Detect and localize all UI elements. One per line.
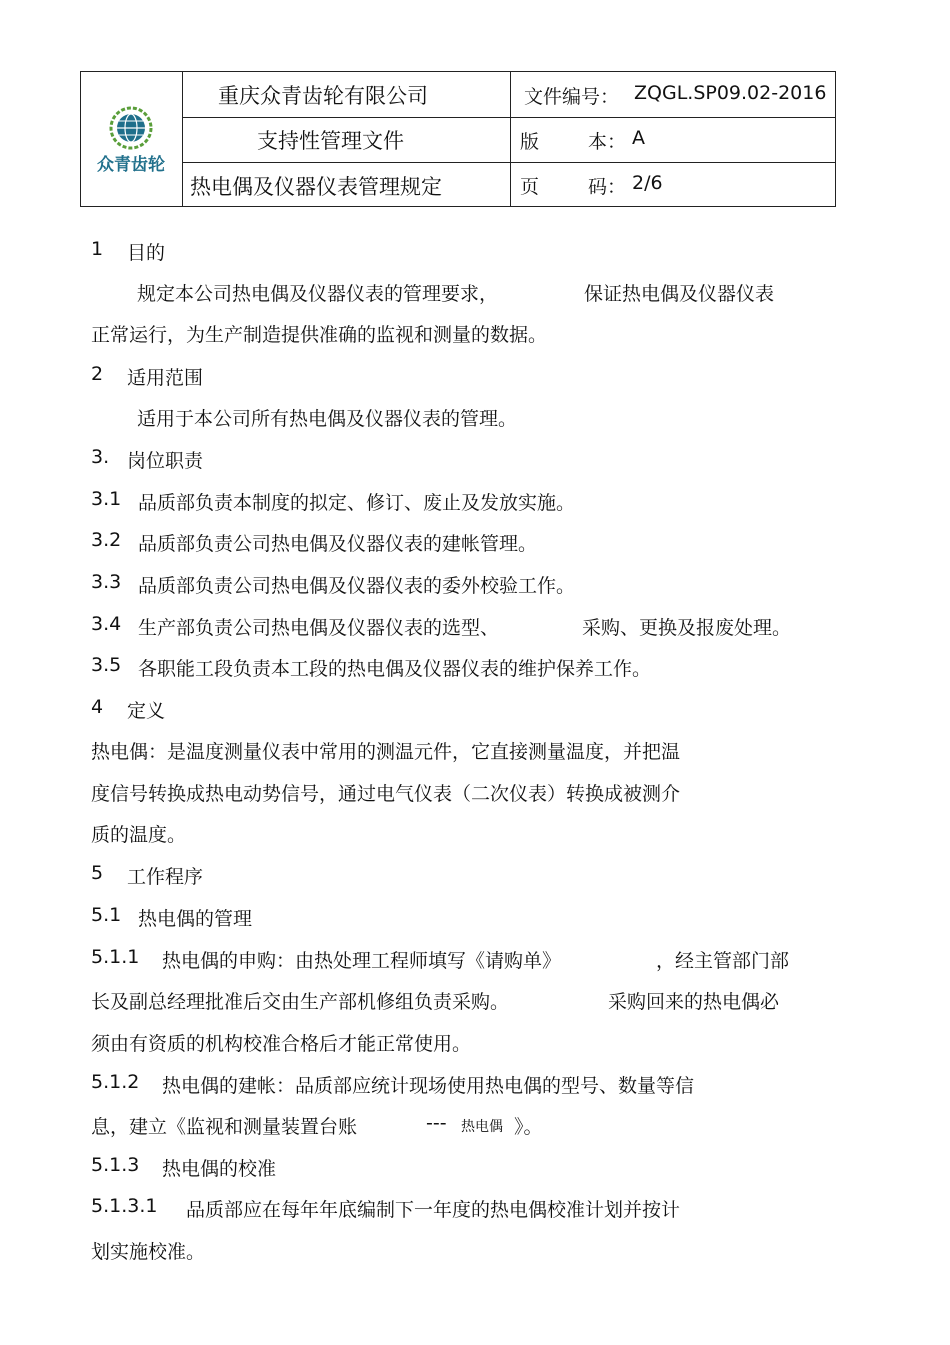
- paragraph-text: 保证热电偶及仪器仪表: [584, 283, 775, 305]
- document-header-table: [80, 71, 836, 207]
- paragraph-text: 长及副总经理批准后交由生产部机修组负责采购。: [91, 991, 510, 1013]
- item-text: 生产部负责公司热电偶及仪器仪表的选型、: [138, 617, 500, 639]
- paragraph-text: 划实施校准。: [91, 1241, 206, 1263]
- paragraph-text: 》。: [514, 1116, 543, 1138]
- paragraph-text: 息，建立《监视和测量装置台账: [91, 1116, 358, 1138]
- item-text: 各职能工段负责本工段的热电偶及仪器仪表的维护保养工作。: [138, 658, 652, 680]
- header-divider: [182, 162, 835, 163]
- paragraph-text: 热电偶：是温度测量仪表中常用的测温元件，它直接测量温度，并把温: [91, 741, 681, 763]
- section-title: 岗位职责: [127, 450, 204, 472]
- section-number: 5: [91, 862, 104, 884]
- version-value: A: [632, 127, 645, 149]
- item-number: 3.3: [91, 571, 122, 593]
- gear-globe-icon: [109, 106, 153, 150]
- doc-number-label: 文件编号：: [524, 86, 620, 108]
- item-number: 3.5: [91, 654, 122, 676]
- paragraph-text: 度信号转换成热电动势信号，通过电气仪表（二次仪表）转换成被测介: [91, 783, 681, 805]
- paragraph-text: 规定本公司热电偶及仪器仪表的管理要求，: [137, 283, 499, 305]
- logo-text: 众青齿轮: [97, 155, 165, 175]
- item-number: 3.1: [91, 488, 122, 510]
- item-text: 采购、更换及报废处理。: [582, 617, 792, 639]
- item-number: 5.1.3: [91, 1154, 140, 1176]
- header-divider: [182, 72, 183, 206]
- section-title: 适用范围: [127, 367, 204, 389]
- item-number: 5.1: [91, 904, 122, 926]
- section-number: 4: [91, 696, 104, 718]
- page-label: 页: [520, 176, 540, 198]
- document-title: 热电偶及仪器仪表管理规定: [190, 175, 442, 199]
- paragraph-text: 适用于本公司所有热电偶及仪器仪表的管理。: [137, 408, 518, 430]
- item-text: 热电偶的校准: [162, 1158, 277, 1180]
- document-type: 支持性管理文件: [257, 129, 404, 153]
- header-divider: [182, 117, 835, 118]
- item-number: 5.1.2: [91, 1071, 140, 1093]
- item-text: ，经主管部门部: [656, 950, 790, 972]
- item-text: 热电偶的管理: [138, 908, 253, 930]
- page-number: 2/6: [632, 172, 663, 194]
- page-label: 码：: [588, 176, 627, 198]
- section-title: 工作程序: [127, 866, 204, 888]
- version-label: 本：: [588, 131, 627, 153]
- item-text: 品质部负责公司热电偶及仪器仪表的委外校验工作。: [138, 575, 576, 597]
- item-text: 品质部负责公司热电偶及仪器仪表的建帐管理。: [138, 533, 538, 555]
- company-name: 重庆众青齿轮有限公司: [218, 84, 428, 108]
- item-text: 品质部负责本制度的拟定、修订、废止及发放实施。: [138, 492, 576, 514]
- section-number: 3.: [91, 446, 110, 468]
- paragraph-text: 正常运行，为生产制造提供准确的监视和测量的数据。: [91, 324, 548, 346]
- paragraph-text: 须由有资质的机构校准合格后才能正常使用。: [91, 1033, 472, 1055]
- doc-number: ZQGL.SP09.02-2016: [634, 82, 827, 104]
- section-title: 目的: [127, 242, 166, 264]
- item-number: 5.1.1: [91, 946, 140, 968]
- company-logo: [81, 72, 182, 206]
- section-number: 2: [91, 363, 104, 385]
- section-title: 定义: [127, 700, 166, 722]
- item-number: 5.1.3.1: [91, 1195, 158, 1217]
- item-text: 品质部应在每年年底编制下一年度的热电偶校准计划并按计: [186, 1199, 681, 1221]
- paragraph-text: 采购回来的热电偶必: [608, 991, 780, 1013]
- section-number: 1: [91, 238, 104, 260]
- paragraph-text: 热电偶: [461, 1119, 503, 1135]
- item-number: 3.2: [91, 529, 122, 551]
- item-text: 热电偶的建帐：品质部应统计现场使用热电偶的型号、数量等信: [162, 1075, 695, 1097]
- header-divider: [510, 72, 511, 206]
- item-number: 3.4: [91, 613, 122, 635]
- paragraph-text: 质的温度。: [91, 824, 187, 846]
- version-label: 版: [520, 131, 540, 153]
- item-text: 热电偶的申购：由热处理工程师填写《请购单》: [162, 950, 562, 972]
- paragraph-text: ---: [426, 1112, 447, 1134]
